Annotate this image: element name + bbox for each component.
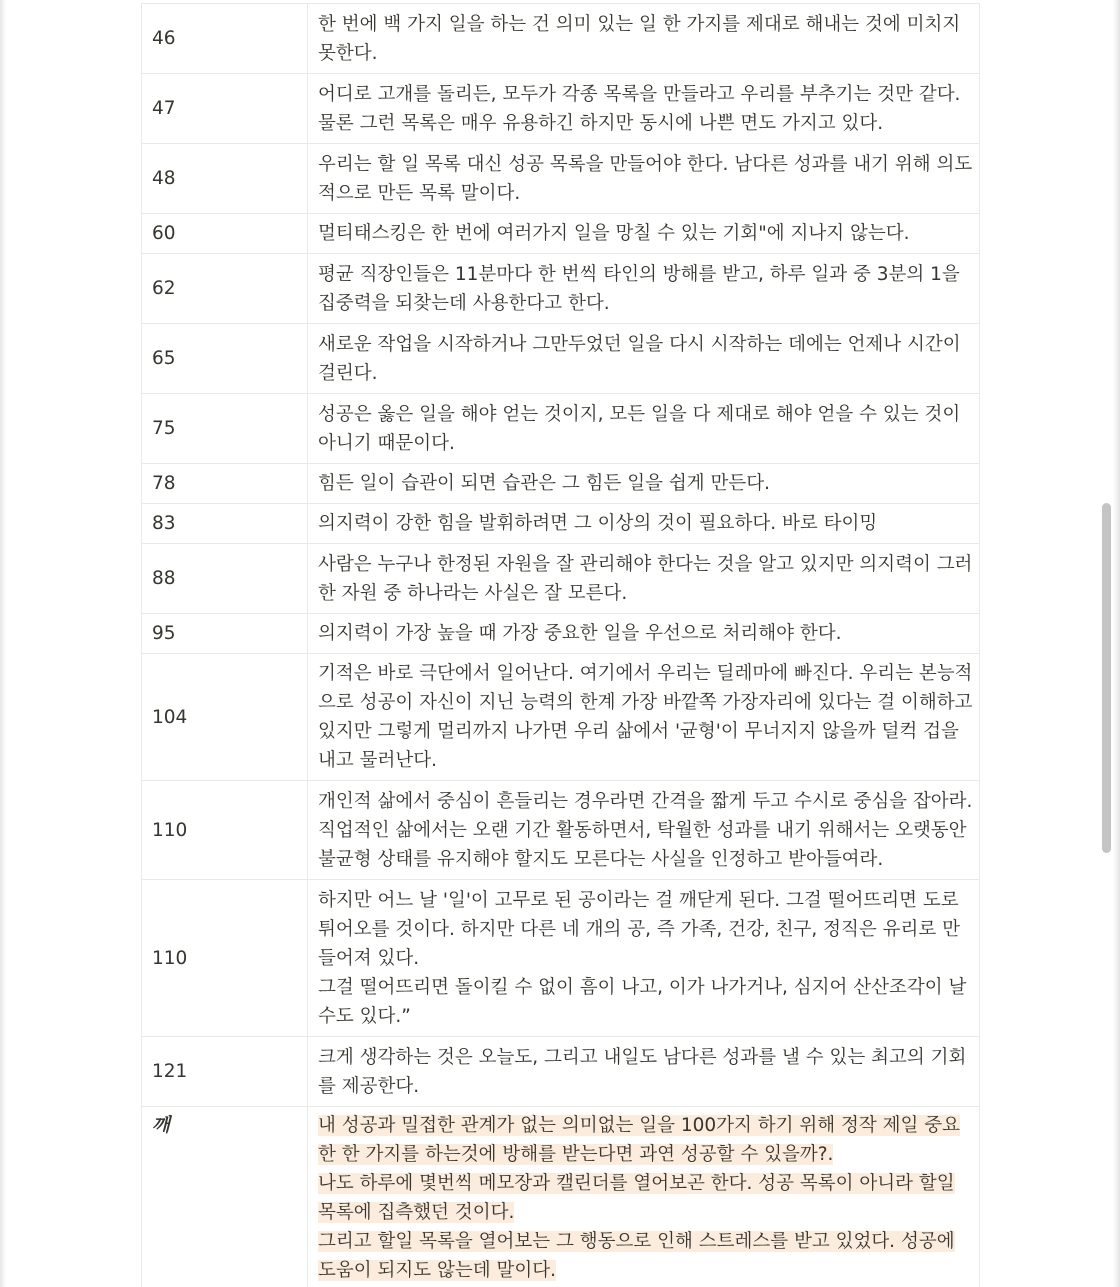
- memo-line: [318, 1227, 973, 1285]
- table-row: [142, 880, 980, 1037]
- table-row: [142, 464, 980, 504]
- quote-cell[interactable]: 크게 생각하는 것은 오늘도, 그리고 내일도 남다른 성과를 낼 수 있는 최고의 기회를 제공한다.: [308, 1037, 980, 1107]
- quote-paragraph: 하지만 어느 날 '일'이 고무로 된 공이라는 걸 깨닫게 된다. 그걸 떨어뜨리면 도로 튀어오를 것이다. 하지만 다른 네 개의 공, 즉 가족, 건강, 친구, 정직은 유리로 만들어져 있다.: [318, 889, 960, 969]
- notes-table: [141, 3, 980, 1287]
- memo-label-cell[interactable]: 깨: [142, 1107, 308, 1287]
- table-row: [142, 654, 980, 781]
- quote-cell[interactable]: 개인적 삶에서 중심이 흔들리는 경우라면 간격을 짧게 두고 수시로 중심을 잡아라. 직업적인 삶에서는 오랜 기간 활동하면서, 탁월한 성과를 내기 위해서는 오랫동안 불균형 상태를 유지해야 할지도 모른다는 사실을 인정하고 받아들여라.: [308, 781, 980, 880]
- table-row: [142, 4, 980, 74]
- page-number-cell[interactable]: 47: [142, 74, 308, 144]
- quote-cell[interactable]: 한 번에 백 가지 일을 하는 건 의미 있는 일 한 가지를 제대로 해내는 것에 미치지 못한다.: [308, 4, 980, 74]
- page-number-cell[interactable]: 62: [142, 254, 308, 324]
- page-number-cell[interactable]: 121: [142, 1037, 308, 1107]
- quote-cell[interactable]: 의지력이 가장 높을 때 가장 중요한 일을 우선으로 처리해야 한다.: [308, 614, 980, 654]
- memo-cell[interactable]: [308, 1107, 980, 1287]
- page-number-cell[interactable]: 88: [142, 544, 308, 614]
- page-number-cell[interactable]: 104: [142, 654, 308, 781]
- table-row: [142, 544, 980, 614]
- memo-row: [142, 1107, 980, 1287]
- table-row: [142, 144, 980, 214]
- memo-highlighted-text: 내 성공과 밀접한 관계가 없는 의미없는 일을 100가지 하기 위해 정작 제일 중요한 한 가지를 하는것에 방해를 받는다면 과연 성공할 수 있을까?.: [318, 1115, 961, 1165]
- table-row: [142, 614, 980, 654]
- quote-cell[interactable]: 평균 직장인들은 11분마다 한 번씩 타인의 방해를 받고, 하루 일과 중 3분의 1을 집중력을 되찾는데 사용한다고 한다.: [308, 254, 980, 324]
- table-row: [142, 781, 980, 880]
- quote-cell[interactable]: 새로운 작업을 시작하거나 그만두었던 일을 다시 시작하는 데에는 언제나 시간이 걸린다.: [308, 324, 980, 394]
- page-number-cell[interactable]: 48: [142, 144, 308, 214]
- quote-cell[interactable]: 어디로 고개를 돌리든, 모두가 각종 목록을 만들라고 우리를 부추기는 것만 같다. 물론 그런 목록은 매우 유용하긴 하지만 동시에 나쁜 면도 가지고 있다.: [308, 74, 980, 144]
- page-number-cell[interactable]: 110: [142, 781, 308, 880]
- memo-highlighted-text: 나도 하루에 몇번씩 메모장과 캘린더를 열어보곤 한다. 성공 목록이 아니라 할일 목록에 집측했던 것이다.: [318, 1173, 955, 1223]
- page-number-cell[interactable]: 95: [142, 614, 308, 654]
- table-row: [142, 254, 980, 324]
- quote-cell[interactable]: 우리는 할 일 목록 대신 성공 목록을 만들어야 한다. 남다른 성과를 내기 위해 의도적으로 만든 목록 말이다.: [308, 144, 980, 214]
- table-row: [142, 214, 980, 254]
- page-number-cell[interactable]: 110: [142, 880, 308, 1037]
- quote-cell[interactable]: 멀티태스킹은 한 번에 여러가지 일을 망칠 수 있는 기회"에 지나지 않는다.: [308, 214, 980, 254]
- table-row: [142, 1037, 980, 1107]
- quote-cell[interactable]: 기적은 바로 극단에서 일어난다. 여기에서 우리는 딜레마에 빠진다. 우리는 본능적으로 성공이 자신이 지닌 능력의 한계 가장 바깥쪽 가장자리에 있다는 걸 이해하고 있지만 그렇게 멀리까지 나가면 우리 삶에서 '균형'이 무너지지 않을까 덜컥 겁을 내고 물러난다.: [308, 654, 980, 781]
- vertical-scrollbar-thumb[interactable]: [1102, 503, 1111, 853]
- window-left-edge: [0, 0, 6, 1287]
- quote-cell[interactable]: 의지력이 강한 힘을 발휘하려면 그 이상의 것이 필요하다. 바로 타이밍: [308, 504, 980, 544]
- page-number-cell[interactable]: 60: [142, 214, 308, 254]
- quote-cell[interactable]: [308, 880, 980, 1037]
- page-number-cell[interactable]: 75: [142, 394, 308, 464]
- page-number-cell[interactable]: 83: [142, 504, 308, 544]
- table-row: [142, 324, 980, 394]
- table-row: [142, 394, 980, 464]
- memo-line: [318, 1169, 973, 1227]
- table-row: [142, 504, 980, 544]
- memo-line: [318, 1111, 973, 1169]
- window-right-edge: [1113, 0, 1120, 1287]
- page-number-cell[interactable]: 65: [142, 324, 308, 394]
- quote-cell[interactable]: 성공은 옳은 일을 해야 얻는 것이지, 모든 일을 다 제대로 해야 얻을 수 있는 것이 아니기 때문이다.: [308, 394, 980, 464]
- quote-cell[interactable]: 힘든 일이 습관이 되면 습관은 그 힘든 일을 쉽게 만든다.: [308, 464, 980, 504]
- page-number-cell[interactable]: 78: [142, 464, 308, 504]
- table-row: [142, 74, 980, 144]
- quote-paragraph: 그걸 떨어뜨리면 돌이킬 수 없이 흠이 나고, 이가 나가거나, 심지어 산산조각이 날 수도 있다.”: [318, 976, 967, 1027]
- page-number-cell[interactable]: 46: [142, 4, 308, 74]
- quote-cell[interactable]: 사람은 누구나 한정된 자원을 잘 관리해야 한다는 것을 알고 있지만 의지력이 그러한 자원 중 하나라는 사실은 잘 모른다.: [308, 544, 980, 614]
- memo-highlighted-text: 그리고 할일 목록을 열어보는 그 행동으로 인해 스트레스를 받고 있었다. 성공에 도움이 되지도 않는데 말이다.: [318, 1231, 955, 1281]
